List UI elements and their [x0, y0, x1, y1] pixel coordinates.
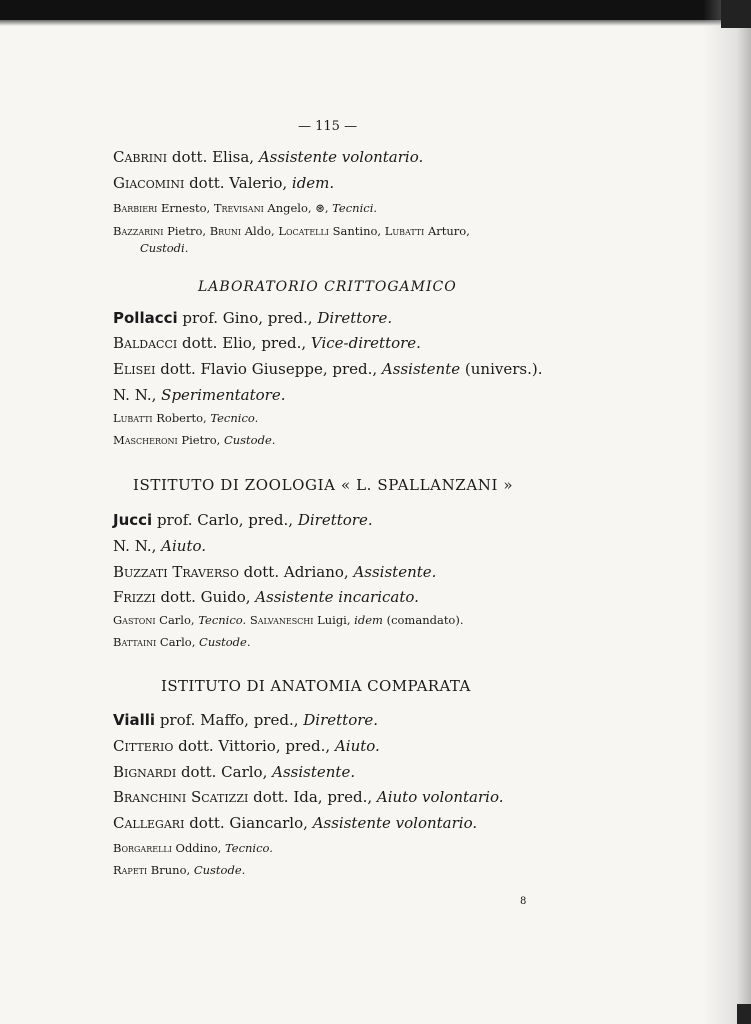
entry-line: Mascheroni Pietro, Custode. [113, 433, 276, 447]
section-heading: ISTITUTO DI ZOOLOGIA « L. SPALLANZANI » [133, 476, 514, 494]
entry-line: Lubatti Roberto, Tecnico. [113, 411, 259, 425]
entry-line: Battaini Carlo, Custode. [113, 635, 251, 649]
entry-line: Borgarelli Oddino, Tecnico. [113, 841, 273, 855]
page-number: — 115 — [298, 119, 358, 134]
entry-line: N. N., Aiuto. [113, 537, 207, 555]
entry-line: Pollacci prof. Gino, pred., Direttore. [113, 309, 393, 327]
section-heading: LABORATORIO CRITTOGAMICO [198, 279, 457, 295]
entry-line: Bazzarini Pietro, Bruni Aldo, Locatelli Santino, Lubatti Arturo, [113, 224, 470, 238]
entry-line: Buzzati Traverso dott. Adriano, Assistente. [113, 563, 437, 581]
entry-line-continuation: Custodi. [140, 241, 189, 255]
entry-line: Branchini Scatizzi dott. Ida, pred., Aiuto volontario. [113, 788, 504, 806]
entry-line: Baldacci dott. Elio, pred., Vice-direttore. [113, 334, 421, 352]
entry-line: Citterio dott. Vittorio, pred., Aiuto. [113, 737, 380, 755]
entry-line: Cabrini dott. Elisa, Assistente volontario. [113, 148, 424, 166]
entry-line: Bignardi dott. Carlo, Assistente. [113, 763, 356, 781]
section-heading: ISTITUTO DI ANATOMIA COMPARATA [161, 677, 471, 695]
entry-line: N. N., Sperimentatore. [113, 386, 286, 404]
entry-line: Callegari dott. Giancarlo, Assistente volontario. [113, 814, 478, 832]
entry-line: Gastoni Carlo, Tecnico. Salvaneschi Luigi, idem (comandato). [113, 613, 464, 627]
entry-line: Barbieri Ernesto, Trevisani Angelo, ⊛, Tecnici. [113, 201, 378, 215]
signature-mark: 8 [520, 896, 527, 907]
entry-line: Elisei dott. Flavio Giuseppe, pred., Assistente (univers.). [113, 360, 543, 378]
entry-line: Vialli prof. Maffo, pred., Direttore. [113, 711, 379, 729]
entry-line: Jucci prof. Carlo, pred., Direttore. [113, 511, 373, 529]
entry-line: Giacomini dott. Valerio, idem. [113, 174, 335, 192]
entry-line: Rapeti Bruno, Custode. [113, 863, 246, 877]
entry-line: Frizzi dott. Guido, Assistente incaricato. [113, 588, 419, 606]
